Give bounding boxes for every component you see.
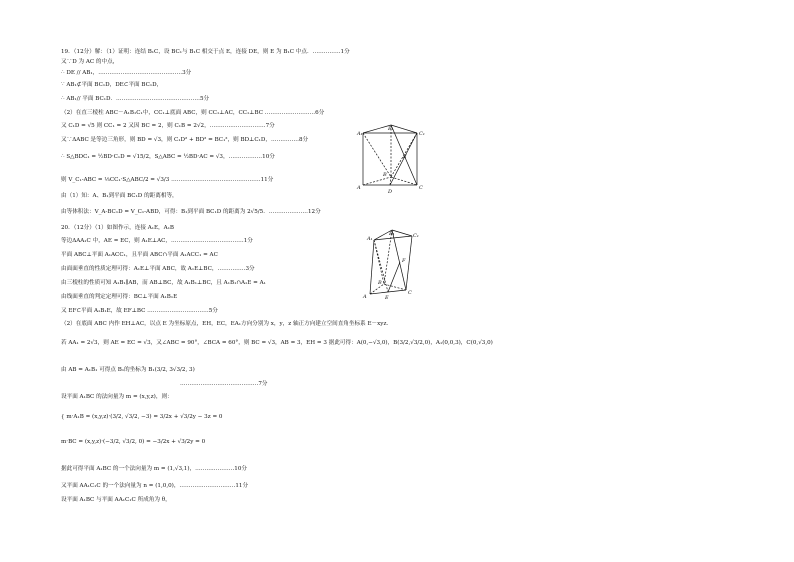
text-line: 由等体积法：V_A-BC₁D = V_C₁-ABD，可得：B₁到平面 BC₁D 的距离为 2√5/5．…………………12分: [61, 209, 321, 215]
text-line: 等边ΔAA₁C 中，AE = EC，则 A₁E⊥AC，…………………………………1分: [61, 238, 253, 244]
text-line: ……………………………………7分: [180, 381, 268, 387]
label-b1: B₁: [388, 126, 394, 132]
text-line: ∴ AB₁// 平面 BC₁D．………………………………………5分: [61, 96, 210, 102]
text-line: （2）在底面 ABC 内作 EH⊥AC，以点 E 为坐标原点，EH，EC，EA₁方向分别为 x，y，z 轴正方向建立空间直角坐标系 E－xyz．: [61, 321, 392, 327]
label-b: B: [383, 172, 387, 178]
label-e: E: [385, 295, 389, 300]
text-line: m·BC = (x,y,z)·(−3/2, √3/2, 0) = −3/2x + √3/2y = 0: [61, 439, 206, 445]
text-line: 由面面垂直的性质定理可得：A₁E⊥平面 ABC，故 A₁E⊥BC，……………3分: [61, 266, 255, 272]
text-line: 据此可得平面 A₁BC 的一个法向量为 m = (1,√3,1)，…………………10分: [61, 466, 248, 472]
label-a1: A₁: [357, 131, 363, 137]
label-c: C: [419, 185, 423, 191]
text-line: 20．（12分）（1）如图作示，连接 A₁E，A₁B: [61, 225, 175, 231]
label-c: C: [408, 290, 412, 296]
prism-figure-2: [362, 228, 422, 300]
text-line: ∵ AB₁⊄平面 BC₁D，DE⊂平面 BC₁D，: [61, 82, 163, 88]
label-b1: B₁: [389, 231, 395, 237]
text-line: 又∵ΔABC 是等边三角形，则 BD = √3，则 C₁D² + BD² = BC₁²，则 BD⊥C₁D，……………8分: [61, 137, 309, 143]
label-b: B: [378, 280, 382, 286]
label-f: F: [402, 258, 406, 264]
text-line: 平面 ABC⊥平面 A₁ACC₁，且平面 ABC∩平面 A₁ACC₁ = AC: [61, 252, 218, 258]
label-c1: C₁: [413, 233, 419, 239]
text-line: 19．（12分）解：（1）证明：连结 B₁C，设 BC₁与 B₁C 相交于点 E，连接 DE，则 E 为 B₁C 中点．……………1分: [61, 49, 350, 55]
text-line: 由（1）知：A、B₁到平面 BC₁D 的距离相等，: [61, 193, 178, 199]
text-line: 则 V_C₁-ABC = ⅓CC₁·S△ABC/2 = √3/3 …………………………………………11分: [61, 177, 274, 183]
text-line: { m·A₁B = (x,y,z)·(3/2, √3/2, −3) = 3/2x + √3/2y − 3z = 0: [61, 414, 223, 420]
text-line: 又 EF⊂平面 A₁B₁E，故 EF⊥BC ……………………………5分: [61, 308, 218, 314]
text-line: 设平面 A₁BC 与平面 AA₁C₁C 所成角为 θ，: [61, 497, 171, 503]
text-line: 由 AB = A₁B₁ 可得点 B₁的坐标为 B₁(3/2, 3√3/2, 3): [61, 367, 195, 373]
label-e: E: [403, 154, 407, 160]
label-a: A: [363, 294, 367, 300]
text-line: 若 AA₁ = 2√3，则 AE = EC = √3，又∠ABC = 90°，∠BCA = 60°，则 BC = √3，AB = 3，EH = 3 据此可得：A(0,−√3,0)，B(3/2,√3/2,0)，A₁(0,0,3)，C(0,√3,0): [61, 340, 493, 346]
text-line: 由线面垂直的判定定理可得：BC⊥平面 A₁B₁E: [61, 294, 178, 300]
label-a1: A₁: [367, 236, 373, 242]
text-line: ∴ S△BDC₁ = ½BD·C₁D = √15/2，S△ABC = ½BD·AC = √3，………………10分: [61, 154, 275, 160]
label-a: A: [357, 185, 361, 191]
text-line: 由三棱柱的性质可知 A₁B₁∥AB，而 AB⊥BC，故 A₁B₁⊥BC，且 A₁B₁∩A₁E = A₁: [61, 280, 266, 286]
text-line: 设平面 A₁BC 的法向量为 m = (x,y,z)，则：: [61, 394, 173, 400]
text-line: ∴ DE // AB₁，………………………………………3分: [61, 70, 192, 76]
prism-figure-1: [355, 123, 435, 195]
text-line: 又∵D 为 AC 的中点，: [61, 59, 119, 65]
text-line: 又 C₁D = √5 则 CC₁ = 2 又因 BC = 2，则 C₁B = 2√2，…………………………7分: [61, 123, 275, 129]
text-line: （2）在直三棱柱 ABC－A₁B₁C₁中，CC₁⊥底面 ABC，则 CC₁⊥AC，CC₁⊥BC ………………………6分: [61, 110, 325, 116]
label-d: D: [388, 189, 393, 195]
text-line: 又平面 AA₁C₁C 的一个法向量为 n = (1,0,0)，…………………………11分: [61, 483, 249, 489]
label-c1: C₁: [419, 131, 425, 137]
